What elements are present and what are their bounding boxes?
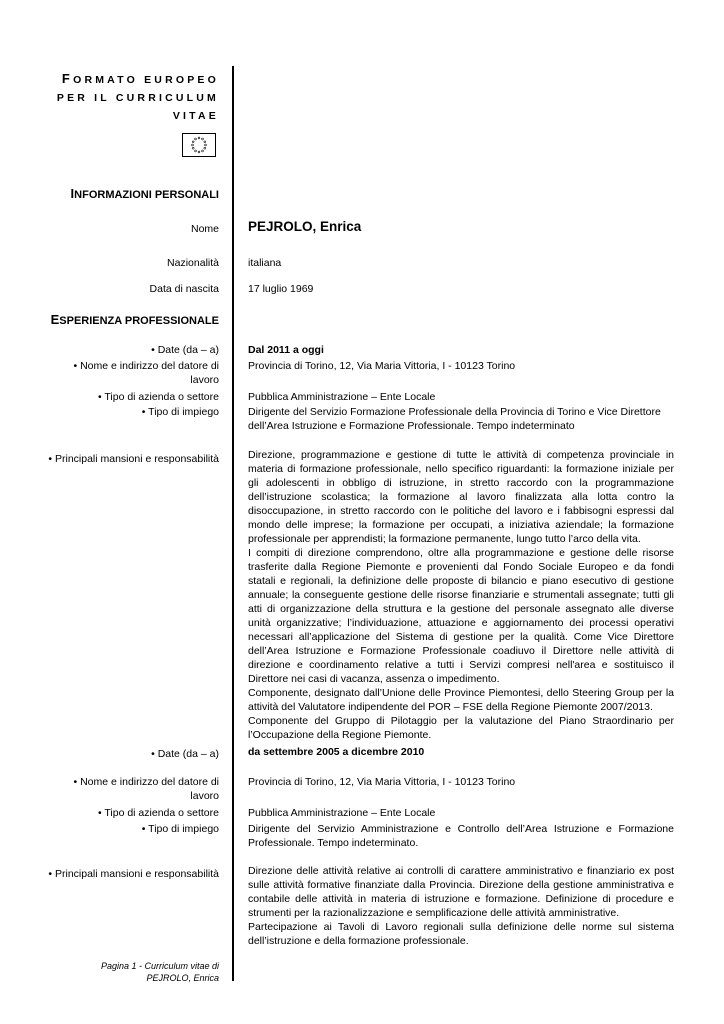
duties-1-paragraph-1: Direzione, programmazione e gestione di tutte le attività di competenza provinciale in materia di formazione professionale, nello specifico riguardanti: la formazione iniziale per gli adolescenti in obbligo di istruzione, in stretto raccordo con la programmazione dell’istruzione scolastica; la formazione al lavoro finalizzata alla lotta contro la disoccupazione, in stretto raccordo con le politiche del lavoro e i fabbisogni espressi dal mondo delle imprese; la formazione per occupati, a iniziativa aziendale; la formazione professionale per apprendisti; la formazione permanente, lungo tutto l’arco della vita. bbox=[248, 449, 674, 545]
value-job-1: Dirigente del Servizio Formazione Professionale della Provincia di Torino e Vice Direttore dell’Area Istruzione e Formazione Professionale. Tempo indeterminato bbox=[248, 406, 661, 432]
value-sector-2: Pubblica Amministrazione – Ente Locale bbox=[248, 807, 436, 819]
label-date-1: • Date (da – a) bbox=[151, 344, 219, 356]
value-nazionalita: italiana bbox=[248, 257, 282, 269]
label-sector-1: • Tipo di azienda o settore bbox=[97, 391, 219, 403]
label-job-2: • Tipo di impiego bbox=[141, 823, 219, 835]
label-nome: Nome bbox=[190, 223, 219, 235]
label-sector-2: • Tipo di azienda o settore bbox=[97, 807, 219, 819]
footer-line-2: PEJROLO, Enrica bbox=[146, 973, 219, 983]
label-duties-1: • Principali mansioni e responsabilità bbox=[48, 453, 219, 465]
document-title bbox=[19, 70, 219, 125]
footer-line-1: Pagina 1 - Curriculum vitae di bbox=[100, 961, 219, 971]
value-duties-1 bbox=[248, 448, 674, 742]
value-sector-1: Pubblica Amministrazione – Ente Locale bbox=[248, 391, 436, 403]
value-nome: PEJROLO, Enrica bbox=[248, 219, 362, 234]
section-title-personal: INFORMAZIONI PERSONALI bbox=[70, 186, 219, 201]
value-data-nascita: 17 luglio 1969 bbox=[248, 283, 314, 295]
value-employer-2: Provincia di Torino, 12, Via Maria Vittoria, I - 10123 Torino bbox=[248, 776, 516, 788]
column-divider bbox=[232, 66, 234, 981]
label-employer-2: • Nome e indirizzo del datore di lavoro bbox=[73, 776, 219, 802]
title-line-2: PER IL CURRICULUM bbox=[56, 92, 219, 104]
duties-1-paragraph-3: Componente, designato dall’Unione delle Province Piemontesi, dello Steering Group per la attività del Valutatore indipendente del POR – FSE della Regione Piemonte 2007/2013. bbox=[248, 687, 674, 713]
label-duties-2: • Principali mansioni e responsabilità bbox=[48, 868, 219, 880]
page-footer bbox=[39, 960, 219, 984]
label-data-nascita: Data di nascita bbox=[149, 283, 219, 295]
title-line-3: VITAE bbox=[172, 110, 219, 122]
value-job-2: Dirigente del Servizio Amministrazione e Controllo dell’Area Istruzione e Formazione Professionale. Tempo indeterminato. bbox=[248, 823, 674, 849]
label-employer-1: • Nome e indirizzo del datore di lavoro bbox=[73, 360, 219, 386]
value-employer-1: Provincia di Torino, 12, Via Maria Vittoria, I - 10123 Torino bbox=[248, 360, 516, 372]
label-job-1: • Tipo di impiego bbox=[141, 406, 219, 418]
value-duties-2 bbox=[248, 864, 674, 948]
eu-flag-icon bbox=[182, 133, 216, 157]
duties-1-paragraph-4: Componente del Gruppo di Pilotaggio per la valutazione del Piano Straordinario per l’Occupazione della Regione Piemonte. bbox=[248, 715, 674, 741]
label-date-2: • Date (da – a) bbox=[151, 748, 219, 760]
duties-2-paragraph-2: Partecipazione ai Tavoli di Lavoro regionali sulla definizione delle norme sul sistema dell’istruzione e della formazione professionale. bbox=[248, 921, 674, 947]
value-date-1: Dal 2011 a oggi bbox=[248, 344, 324, 356]
value-date-2: da settembre 2005 a dicembre 2010 bbox=[248, 746, 425, 758]
title-line-1: FORMATO EUROPEO bbox=[61, 71, 219, 86]
duties-1-paragraph-2: I compiti di direzione comprendono, oltre alla programmazione e gestione delle risorse trasferite dalla Regione Piemonte e provenienti dal Fondo Sociale Europeo e da fondi statali e regionali, la definizione delle proposte di bilancio e piano esecutivo di gestione annuale; la conseguente gestione delle risorse finanziarie e strumentali assegnate; tutti gli atti di organizzazione della struttura e la gestione del personale assegnato alle diverse unità organizzative; l’individuazione, attuazione e aggiornamento dei processi operativi necessari all’applicazione del Sistema di gestione per la qualità. Come Vice Direttore dell’Area Istruzione e Formazione Professionale coadiuvo il Direttore nelle attività di direzione e coordinamento relative a tutti i Servizi compresi nell'area e sostituisco il Direttore nei casi di vacanza, assenza o impedimento. bbox=[248, 547, 674, 685]
section-title-experience: ESPERIENZA PROFESSIONALE bbox=[50, 312, 219, 327]
duties-2-paragraph-1: Direzione delle attività relative ai controlli di carattere amministrativo e finanziario ex post sulle attività formative finanziate dalla Provincia. Direzione della gestione amministrativa e contabile delle attività in materia di istruzione e formazione. Definizione di procedure e strumenti per la razionalizzazione e semplificazione delle attività amministrative. bbox=[248, 865, 674, 919]
label-nazionalita: Nazionalità bbox=[167, 257, 219, 269]
